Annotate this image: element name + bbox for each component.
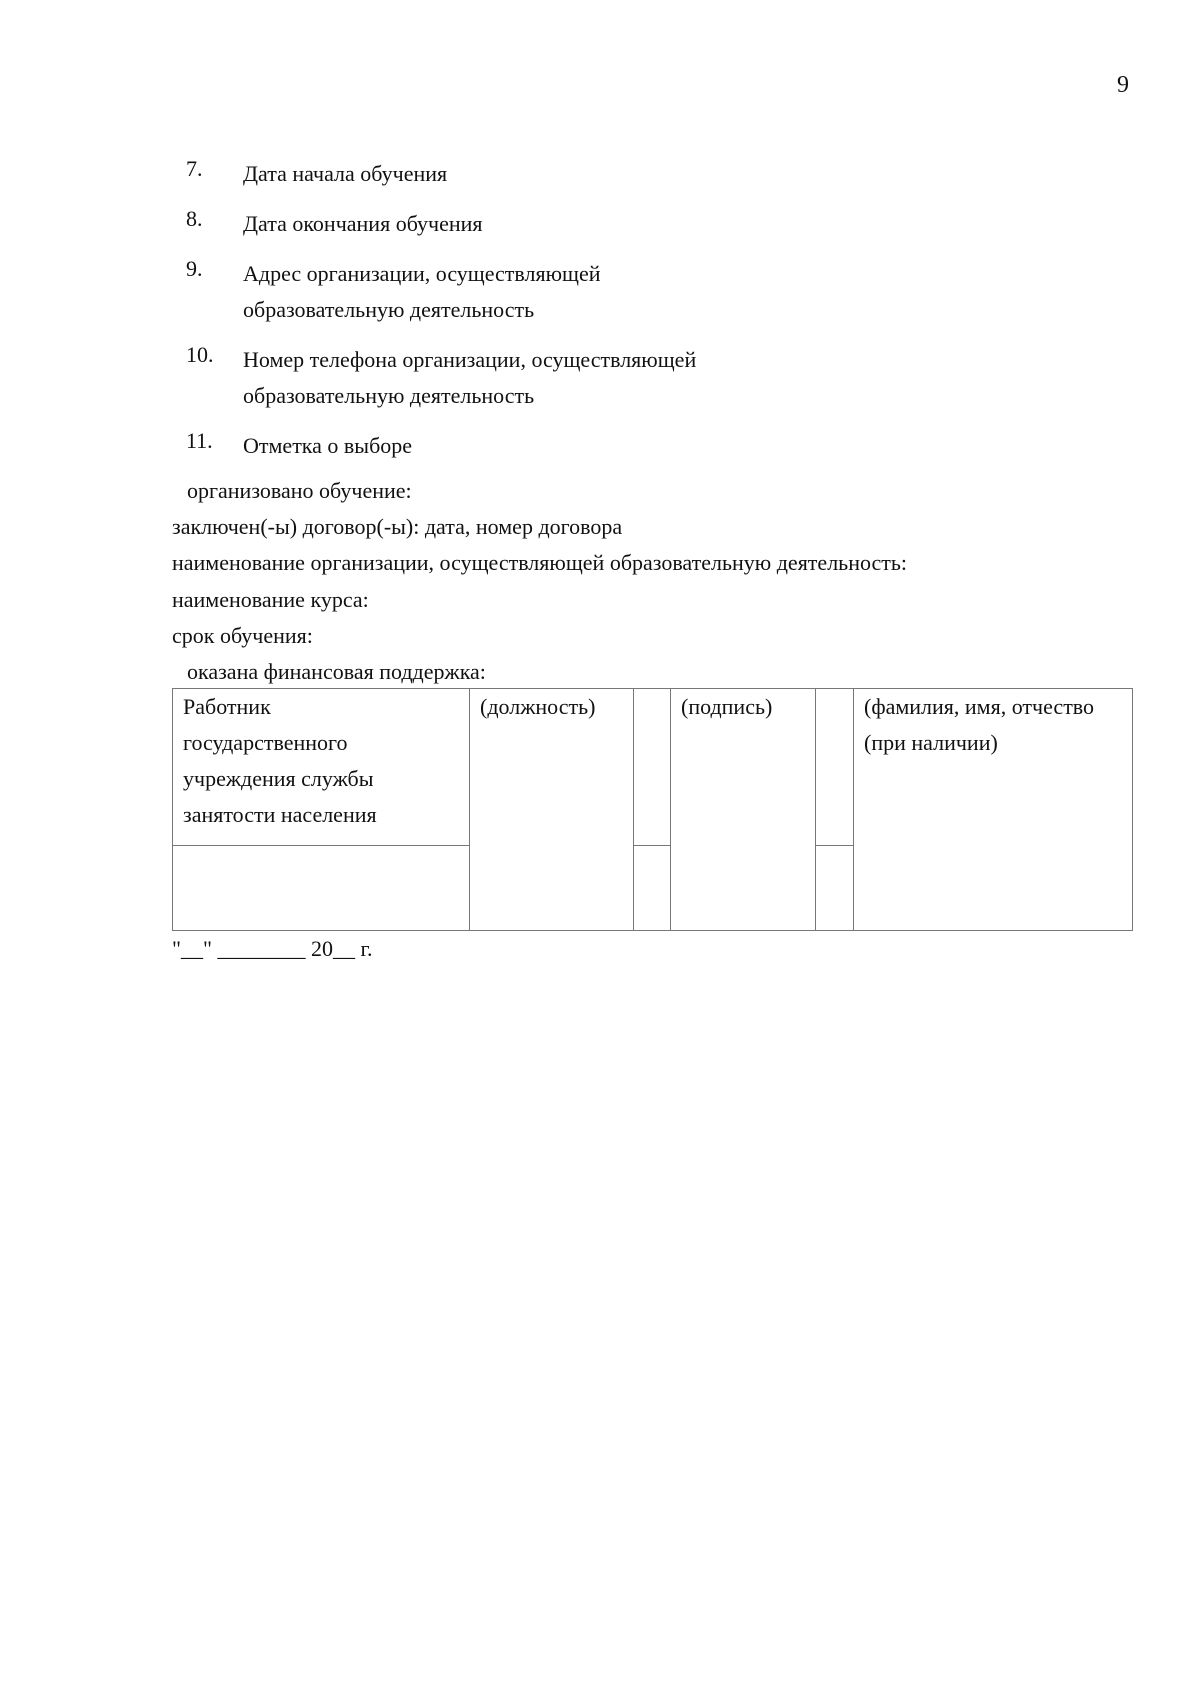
list-item-number: 8. <box>186 206 203 231</box>
employer-line: занятости населения <box>183 802 377 827</box>
spacer-cell <box>816 846 854 931</box>
employer-line: Работник <box>183 694 271 719</box>
fio-caption: (фамилия, имя, отчество <box>864 694 1095 719</box>
list-item-text: Отметка о выборе <box>243 433 413 458</box>
fio-cell <box>854 689 1133 931</box>
employer-line: государственного <box>183 730 348 755</box>
signature-cell <box>671 689 816 931</box>
signature-table <box>172 688 1133 931</box>
list-item-text: Дата начала обучения <box>243 161 448 186</box>
training-period-line: срок обучения: <box>172 623 313 648</box>
employer-cell <box>173 689 470 846</box>
list-item-number: 9. <box>186 256 203 281</box>
list-item-number: 11. <box>186 428 213 453</box>
position-caption: (должность) <box>480 694 596 719</box>
spacer-cell <box>634 846 671 931</box>
list-item-text: Номер телефона организации, осуществляющей <box>243 347 697 372</box>
spacer-cell <box>816 689 854 846</box>
list-item-text: Адрес организации, осуществляющей <box>243 261 601 286</box>
signature-caption: (подпись) <box>681 694 773 719</box>
fio-caption: (при наличии) <box>864 730 998 755</box>
date-line: "__" ________ 20__ г. <box>172 936 373 961</box>
spacer-cell <box>634 689 671 846</box>
page-number: 9 <box>1117 72 1129 98</box>
financial-support-label: оказана финансовая поддержка: <box>187 659 486 684</box>
organization-name-line: наименование организации, осуществляющей образовательную деятельность: <box>172 550 908 575</box>
list-item-text: образовательную деятельность <box>243 297 535 322</box>
employer-line: учреждения службы <box>183 766 374 791</box>
list-item-number: 10. <box>186 342 214 367</box>
course-name-line: наименование курса: <box>172 587 369 612</box>
list-item-text: образовательную деятельность <box>243 383 535 408</box>
position-cell <box>470 689 634 931</box>
list-item-number: 7. <box>186 156 203 181</box>
employer-blank-cell <box>173 846 470 931</box>
list-item-text: Дата окончания обучения <box>243 211 483 236</box>
training-organized-label: организовано обучение: <box>187 478 412 503</box>
contract-line: заключен(-ы) договор(-ы): дата, номер договора <box>172 514 623 539</box>
